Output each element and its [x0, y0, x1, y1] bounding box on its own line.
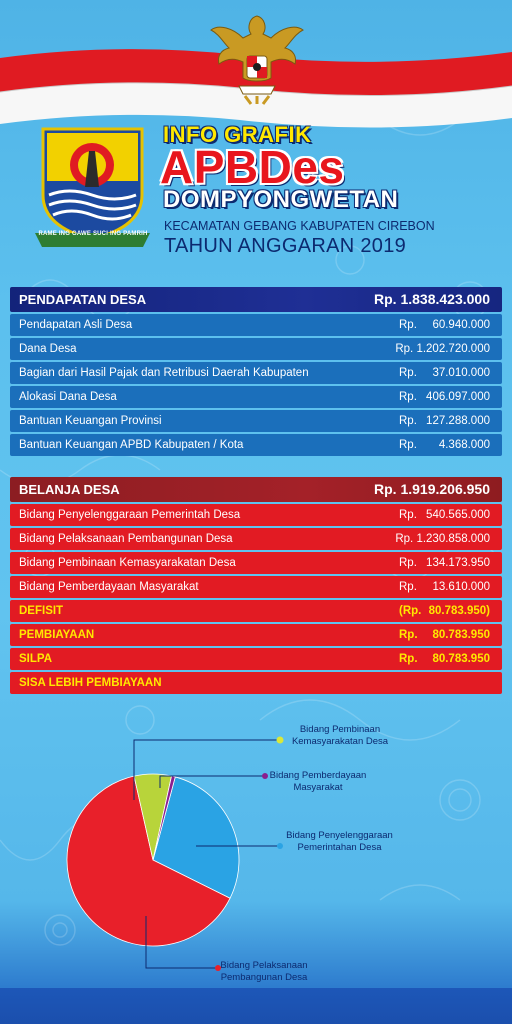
row-label: Bantuan Keuangan Provinsi	[19, 415, 162, 427]
table-row	[10, 576, 502, 598]
row-currency: Rp.	[399, 557, 417, 569]
belanja-pie-chart	[0, 700, 512, 990]
bottom-band	[0, 988, 512, 1024]
row-currency: Rp.	[399, 581, 417, 593]
pendapatan-table	[10, 287, 502, 458]
belanja-table	[10, 477, 502, 696]
row-currency: (Rp.	[399, 605, 422, 617]
table-row	[10, 528, 502, 550]
row-currency: Rp.	[399, 319, 417, 331]
row-label: DEFISIT	[19, 605, 64, 617]
row-label: Alokasi Dana Desa	[19, 391, 117, 403]
table-row	[10, 410, 502, 432]
row-label: Bagian dari Hasil Pajak dan Retribusi Daerah Kabupaten	[19, 367, 309, 379]
belanja-title: BELANJA DESA	[19, 482, 120, 497]
label-penyelenggaraan: Bidang Penyelenggaraan Pemerintahan Desa	[286, 830, 393, 853]
row-label: Bidang Penyelenggaraan Pemerintah Desa	[19, 509, 241, 521]
label-pelaksanaan: Bidang Pelaksanaan Pembangunan Desa	[220, 960, 308, 983]
table-row	[10, 552, 502, 574]
summary-row-defisit	[10, 600, 502, 622]
table-row	[10, 386, 502, 408]
logo-motto-banner: RAME ING GAWE SUCI ING PAMRIH	[38, 231, 148, 237]
belanja-total: Rp. 1.919.206.950	[374, 481, 490, 497]
row-label: SILPA	[19, 653, 53, 665]
summary-row-pembiayaan	[10, 624, 502, 646]
row-amount: 60.940.000	[432, 319, 490, 331]
row-currency: Rp.	[399, 367, 417, 379]
table-row	[10, 338, 502, 360]
row-currency: Rp.	[399, 439, 417, 451]
belanja-header	[10, 477, 502, 502]
row-label: PEMBIAYAAN	[19, 629, 95, 641]
row-amount: 80.783.950	[432, 629, 490, 641]
row-label: Bidang Pelaksanaan Pembangunan Desa	[19, 533, 233, 545]
row-amount: 406.097.000	[426, 391, 490, 403]
row-label: Bidang Pemberdayaan Masyarakat	[19, 581, 199, 593]
table-row	[10, 504, 502, 526]
row-currency: Rp.	[399, 415, 417, 427]
header-apbdes: APBDes	[160, 141, 345, 193]
row-amount: Rp. 1.230.858.000	[395, 533, 490, 545]
row-currency: Rp.	[399, 509, 417, 521]
row-amount: 13.610.000	[432, 581, 490, 593]
label-kemasyarakatan: Bidang Pembinaan Kemasyarakatan Desa	[291, 724, 389, 747]
header-fiscal-year: TAHUN ANGGARAN 2019	[164, 235, 407, 257]
pendapatan-title: PENDAPATAN DESA	[19, 292, 147, 307]
row-amount: 134.173.950	[426, 557, 490, 569]
pendapatan-total: Rp. 1.838.423.000	[374, 291, 490, 307]
header-district: KECAMATAN GEBANG KABUPATEN CIREBON	[164, 219, 435, 233]
label-pemberdayaan: Bidang Pemberdayaan Masyarakat	[269, 770, 367, 793]
row-amount: 540.565.000	[426, 509, 490, 521]
row-label: Bantuan Keuangan APBD Kabupaten / Kota	[19, 439, 244, 451]
row-amount: 37.010.000	[432, 367, 490, 379]
row-currency: Rp.	[399, 391, 417, 403]
pendapatan-header	[10, 287, 502, 312]
row-label: Bidang Pembinaan Kemasyarakatan Desa	[19, 557, 236, 569]
row-label: Pendapatan Asli Desa	[19, 319, 133, 331]
summary-row-sisa-lebih	[10, 672, 502, 694]
summary-row-silpa	[10, 648, 502, 670]
header-village-name: DOMPYONGWETAN	[163, 186, 399, 213]
table-row	[10, 314, 502, 336]
row-amount: Rp. 1.202.720.000	[395, 343, 490, 355]
row-amount: 80.783.950	[432, 653, 490, 665]
row-amount: 127.288.000	[426, 415, 490, 427]
row-amount: 4.368.000	[438, 439, 490, 451]
table-row	[10, 434, 502, 456]
table-row	[10, 362, 502, 384]
row-label: SISA LEBIH PEMBIAYAAN	[19, 677, 162, 689]
garuda-emblem	[205, 8, 309, 108]
row-label: Dana Desa	[19, 343, 77, 355]
row-currency: Rp.	[399, 653, 418, 665]
row-currency: Rp.	[399, 629, 418, 641]
header-info-grafik: INFO GRAFIK	[163, 122, 312, 147]
row-amount: 80.783.950)	[428, 605, 490, 617]
